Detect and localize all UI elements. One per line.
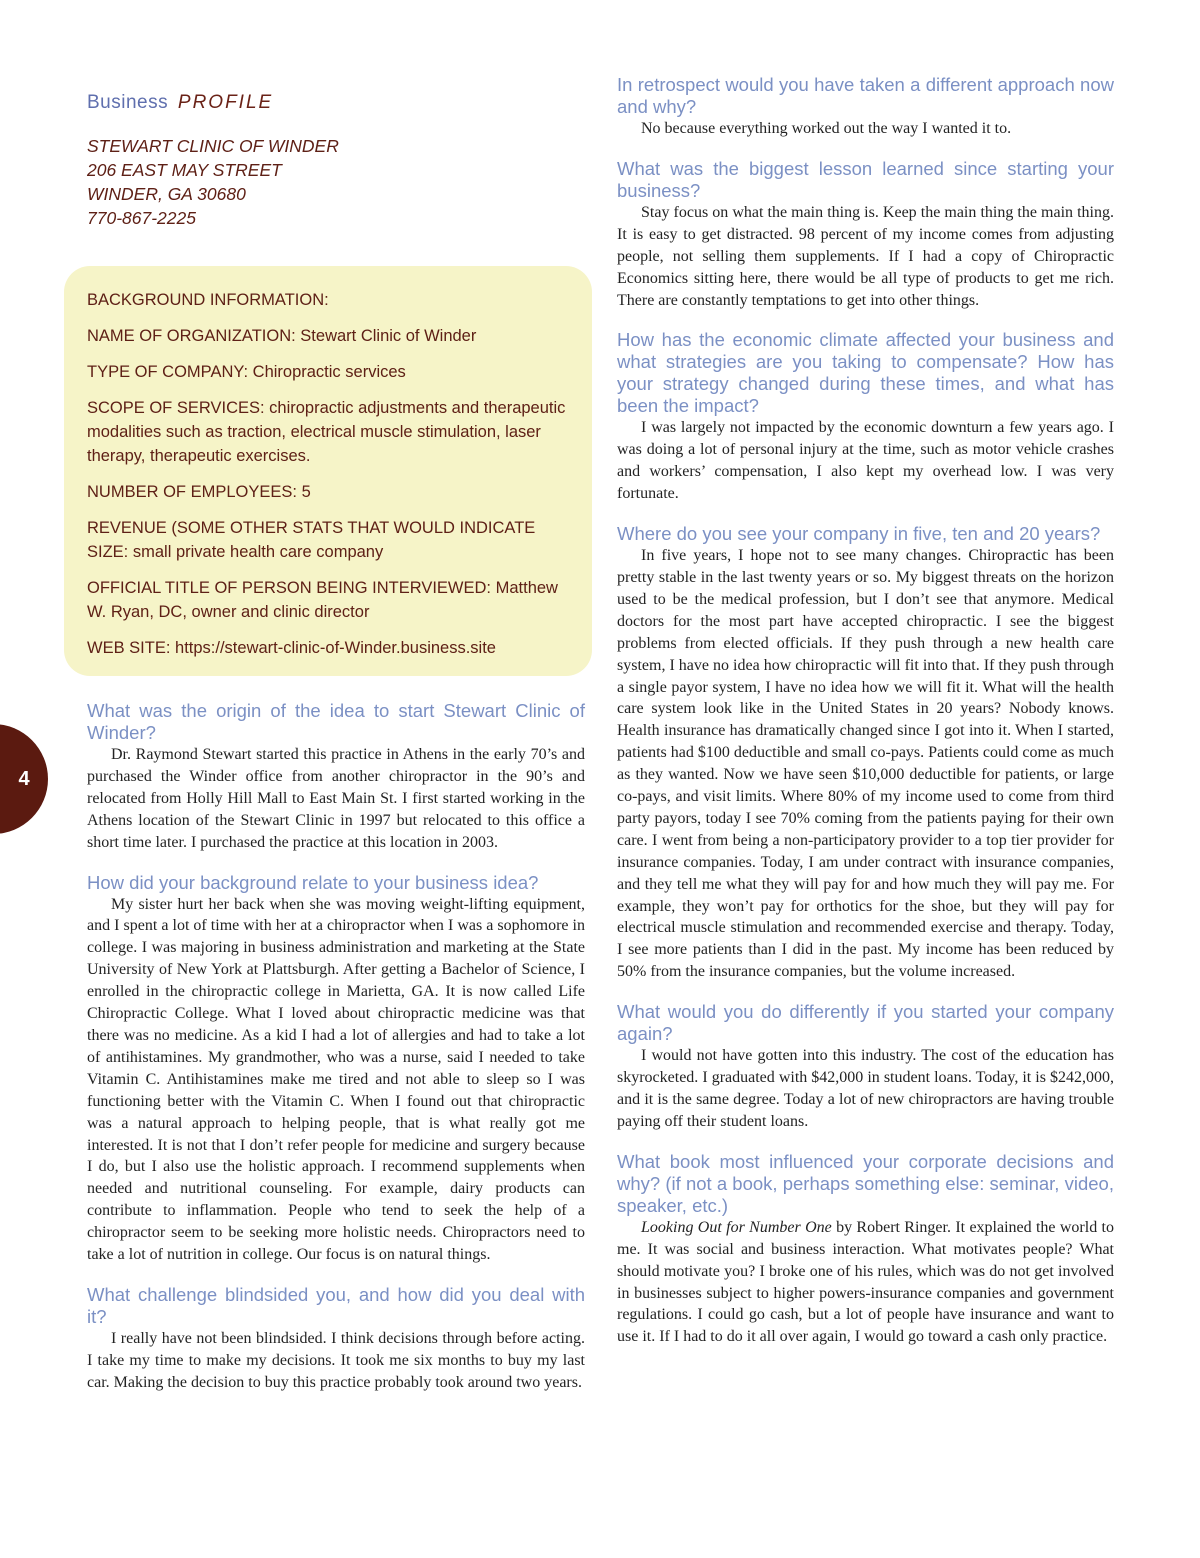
question: What was the biggest lesson learned since starting your business? bbox=[617, 157, 1114, 201]
info-value: Chiropractic services bbox=[252, 363, 406, 381]
info-value: chiropractic adjustments and therapeutic modalities such as traction, electrical muscle stimulation, laser therapy, therapeutic exercises. bbox=[87, 399, 566, 465]
info-value: 5 bbox=[301, 483, 311, 501]
info-label: SCOPE OF SERVICES: bbox=[87, 399, 265, 417]
address-line: WINDER, GA 30680 bbox=[87, 184, 246, 204]
info-value: small private health care company bbox=[132, 543, 384, 561]
section-title-business: Business bbox=[87, 92, 169, 113]
address-line: 770-867-2225 bbox=[87, 208, 196, 228]
info-item bbox=[87, 324, 568, 348]
info-label: NAME OF ORGANIZATION: bbox=[87, 327, 296, 345]
answer: My sister hurt her back when she was moving weight-lifting equipment, and I spent a lot of time with her at a chiropractor when I was a sophomore in college. I was majoring in business administration and marketing at the State University of New York at Plattsburgh. After getting a Bachelor of Science, I enrolled in the chiropractic college in Marietta, GA. It is now called Life Chiropractic College. What I loved about chiropractic medicine was that there was no medicine. As a kid I had a lot of allergies and had to take a lot of antihistamines. My grandmother, who was a nurse, said I needed to take Vitamin C. Antihistamines make me tired and not able to sleep so I was functioning better with the Vitamin C. When I found out that chiropractic was a natural approach to helping people, that is what really got me interested. It is not that I don’t refer people for medicine and surgery because I do, but I also use the holistic approach. I recommend supplements when needed and nutritional counseling. For example, dairy products can contribute to inflammation. People who tend to seek the help of a chiropractor seem to be seeking more holistic needs. Chiropractors need to take a lot of nutrition in college. Our focus is on natural things. bbox=[87, 895, 585, 1264]
page-number: 4 bbox=[18, 768, 30, 790]
answer: I would not have gotten into this industry. The cost of the education has skyrocketed. I graduated with $42,000 in student loans. Today, it is $242,000, and it is the same degree. Today a lot of new chiropractors are having trouble paying off their student loans. bbox=[617, 1047, 1114, 1130]
info-label: WEB SITE: bbox=[87, 639, 171, 657]
info-label: NUMBER OF EMPLOYEES: bbox=[87, 483, 297, 501]
answer bbox=[617, 1217, 1114, 1348]
info-item bbox=[87, 576, 568, 624]
answer: In five years, I hope not to see many changes. Chiropractic has been pretty stable in the last twenty years or so. My biggest threats on the horizon used to be the medical profession, but I don’t see that anymore. Medical doctors for the most part have accepted chiropractic. I see the biggest problems from elected officials. If they push through a new health care system, I have no idea how chiropractic will fit into that. If they push through a single payor system, I have no idea how we will fit it. What will the health care system look like in the United States in 20 years? Nobody knows. Health insurance has dramatically changed since I got into it. When I started, patients had $100 deductible and small co-pays. Patients could come as much as they wanted. Now we have seen $10,000 deductible for patients, or large co-pays, and visit limits. Where 80% of my income used to come from third party payors, today I see 70% coming from the patients paying for their own care. I went from being a non-participatory provider to a top tier provider for insurance companies. Today, I am under contract with insurance companies, and they tell me what they will pay for and how much they will pay me. For example, they won’t pay for orthotics for the shoe, but they will pay for electrical muscle stimulation and recommended exercise and therapy. Today, I see more patients than I did in the past. My income has been reduced by 50% from the insurance companies, but the volume increased. bbox=[617, 547, 1114, 981]
answer: No because everything worked out the way I wanted it to. bbox=[641, 120, 1012, 137]
info-value: Matthew W. Ryan, DC, owner and clinic director bbox=[87, 579, 558, 621]
answer-text: by Robert Ringer. It explained the world to me. It was social and business interaction. What motivates people? What should motivate you? I broke one of his rules, which was do not get involved in businesses subject to higher powers-insurance companies and government regulations. I could go cash, but a lot of people have insurance and want to use it. If I had to do it all over again, I would go toward a cash only practice. bbox=[617, 1218, 1114, 1346]
background-info-box bbox=[64, 266, 592, 676]
info-value: https://stewart-clinic-of-Winder.business.site bbox=[175, 639, 496, 657]
qa-block bbox=[87, 872, 585, 1266]
qa-block bbox=[617, 1151, 1114, 1348]
right-column bbox=[617, 74, 1114, 1366]
background-heading: BACKGROUND INFORMATION: bbox=[87, 291, 329, 309]
info-item bbox=[87, 396, 568, 468]
address-line: STEWART CLINIC OF WINDER bbox=[87, 136, 339, 156]
question: What was the origin of the idea to start Stewart Clinic of Winder? bbox=[87, 700, 585, 743]
info-label: OFFICIAL TITLE OF PERSON BEING INTERVIEWED: bbox=[87, 579, 492, 597]
answer: I really have not been blindsided. I think decisions through before acting. I take my time to make my decisions. It took me six months to buy my last car. Making the decision to buy this practice probably took around two years. bbox=[87, 1329, 585, 1391]
info-item bbox=[87, 636, 568, 660]
question: What challenge blindsided you, and how did you deal with it? bbox=[87, 1283, 585, 1327]
info-label: TYPE OF COMPANY: bbox=[87, 363, 249, 381]
answer: I was largely not impacted by the economic downturn a few years ago. I was doing a lot of personal injury at the time, such as motor vehicle crashes and workers’ compensation, I also kept my overhead low. I was very fortunate. bbox=[617, 419, 1114, 503]
question: What book most influenced your corporate decisions and why? (if not a book, perhaps something else: seminar, video, speaker, etc.) bbox=[617, 1150, 1114, 1216]
section-title-profile: PROFILE bbox=[177, 92, 274, 113]
info-item bbox=[87, 360, 568, 384]
question: In retrospect would you have taken a different approach now and why? bbox=[617, 74, 1114, 117]
answer: Dr. Raymond Stewart started this practice in Athens in the early 70’s and purchased the Winder office from another chiropractor in the 90’s and relocated from Holly Hill Mall to East Main St. I first started working in the Athens location of the Stewart Clinic in 1997 but relocated to this office a short time later. I purchased the practice at this location in 2003. bbox=[87, 746, 585, 851]
question: Where do you see your company in five, ten and 20 years? bbox=[617, 523, 1101, 545]
question: What would you do differently if you started your company again? bbox=[617, 1001, 1114, 1045]
left-column bbox=[87, 92, 585, 230]
qa-block bbox=[617, 329, 1114, 505]
section-title bbox=[87, 92, 585, 114]
qa-block bbox=[617, 158, 1114, 312]
qa-block bbox=[617, 74, 1114, 140]
question: How has the economic climate affected your business and what strategies are you taking to compensate? How has your strategy changed during these times, and what has been the impact? bbox=[617, 329, 1114, 417]
clinic-address bbox=[87, 134, 585, 230]
info-item bbox=[87, 516, 568, 564]
question: How did your background relate to your business idea? bbox=[87, 871, 539, 893]
left-interview bbox=[87, 700, 585, 1412]
book-title: Looking Out for Number One bbox=[641, 1218, 832, 1236]
info-value: Stewart Clinic of Winder bbox=[300, 327, 477, 345]
qa-block bbox=[617, 1001, 1114, 1133]
address-line: 206 EAST MAY STREET bbox=[87, 160, 282, 180]
info-item bbox=[87, 480, 568, 504]
qa-block bbox=[87, 700, 585, 854]
qa-block bbox=[617, 523, 1114, 983]
answer: Stay focus on what the main thing is. Keep the main thing the main thing. It is easy to get distracted. 98 percent of my income comes from adjusting people, not selling them supplements. If I had a copy of Chiropractic Economics sitting here, there would be all type of products to get me rich. There are constantly temptations to get into other things. bbox=[617, 203, 1114, 309]
qa-block bbox=[87, 1284, 585, 1394]
info-label: REVENUE (SOME OTHER STATS THAT WOULD INDICATE SIZE: bbox=[87, 519, 536, 561]
